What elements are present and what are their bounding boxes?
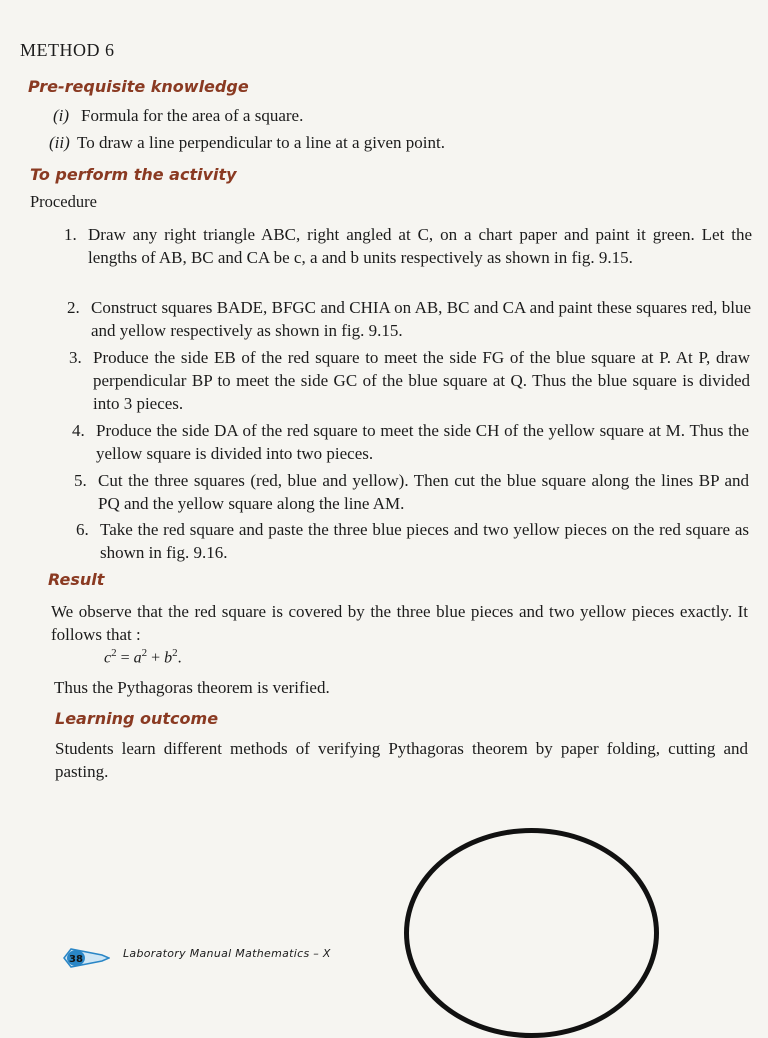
step-number: 3.	[69, 348, 82, 367]
perform-heading: To perform the activity	[30, 165, 237, 184]
formula-c: c	[104, 649, 112, 667]
formula-exponent: 2	[141, 647, 148, 659]
prerequisite-item-text: To draw a line perpendicular to a line at a given point.	[77, 133, 445, 152]
page-number-badge	[62, 947, 110, 969]
procedure-label: Procedure	[30, 192, 97, 211]
step-text: Cut the three squares (red, blue and yellow). Then cut the blue square along the lines BP and PQ and the yellow square along the line AM.	[98, 471, 749, 513]
procedure-step	[67, 296, 751, 342]
learning-text: Students learn different methods of verifying Pythagoras theorem by paper folding, cutting and pasting.	[55, 739, 748, 781]
formula-exponent: 2	[172, 647, 178, 659]
procedure-step	[64, 223, 752, 269]
step-text: Take the red square and paste the three blue pieces and two yellow pieces on the red square as shown in fig. 9.16.	[100, 520, 749, 562]
verified-text: Thus the Pythagoras theorem is verified.	[54, 678, 330, 697]
prerequisite-item-number: (i)	[53, 106, 70, 125]
result-text: We observe that the red square is covered by the three blue pieces and two yellow pieces exactly. It follows that :	[51, 602, 748, 644]
formula-plus: +	[147, 649, 165, 667]
formula-a: a	[133, 649, 142, 667]
step-number: 6.	[76, 520, 89, 539]
page-number: 38	[69, 954, 83, 965]
procedure-step	[76, 518, 749, 564]
formula-exponent: 2	[111, 647, 117, 659]
procedure-step	[74, 469, 749, 515]
procedure-step	[72, 419, 749, 465]
step-text: Produce the side DA of the red square to meet the side CH of the yellow square at M. Thus the yellow square is divided into two pieces.	[96, 421, 749, 463]
step-text: Produce the side EB of the red square to meet the side FG of the blue square at P. At P, draw perpendicular BP to meet the side GC of the blue square at Q. Thus the blue square is divided into 3 pieces.	[93, 348, 750, 413]
step-number: 2.	[67, 298, 80, 317]
formula-equals: =	[116, 649, 134, 667]
prerequisite-item	[53, 106, 303, 126]
formula-end: .	[177, 649, 182, 667]
procedure-step	[69, 346, 750, 415]
step-number: 1.	[64, 225, 77, 244]
prerequisite-item-number: (ii)	[49, 133, 70, 152]
formula-b: b	[164, 649, 173, 667]
step-number: 4.	[72, 421, 85, 440]
prerequisite-item	[49, 133, 445, 153]
result-heading: Result	[48, 570, 105, 589]
step-text: Construct squares BADE, BFGC and CHIA on AB, BC and CA and paint these squares red, blue and yellow respectively as shown in fig. 9.15.	[91, 298, 751, 340]
learning-heading: Learning outcome	[55, 709, 219, 728]
method-title: METHOD 6	[20, 40, 115, 60]
footer-title: Laboratory Manual Mathematics – X	[123, 947, 331, 960]
prerequisite-heading: Pre-requisite knowledge	[28, 77, 249, 96]
step-text: Draw any right triangle ABC, right angled at C, on a chart paper and paint it green. Let the lengths of AB, BC and CA be c, a and b units respectively as shown in fig. 9.15.	[88, 225, 752, 267]
ring-object	[404, 828, 659, 1038]
pythagoras-formula	[104, 647, 182, 667]
prerequisite-item-text: Formula for the area of a square.	[81, 106, 304, 125]
step-number: 5.	[74, 471, 87, 490]
